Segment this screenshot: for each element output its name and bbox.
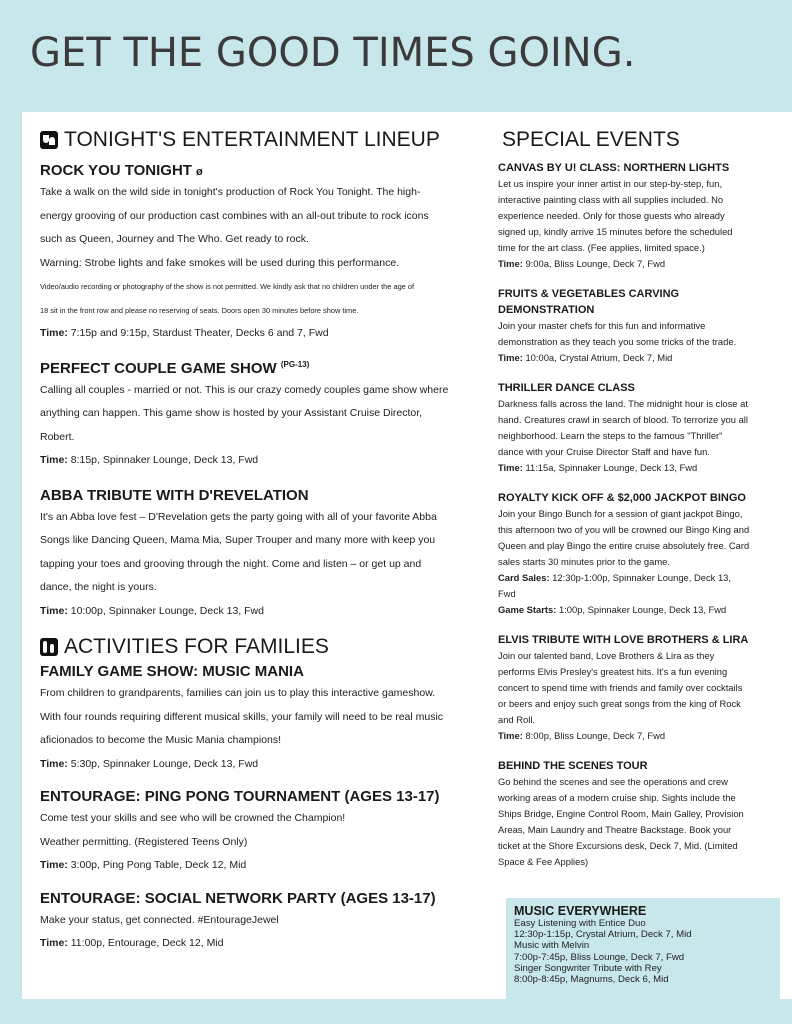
- event-warning: Warning: Strobe lights and fake smokes will be used during this performance.: [40, 256, 400, 269]
- event-desc-line: Calling all couples - married or not. This is our crazy comedy couples game show where: [40, 383, 449, 396]
- time-label: Time:: [40, 454, 68, 466]
- event-desc-line: concert to spend time with friends and family over cocktails: [498, 682, 743, 693]
- event-desc-line: Take a walk on the wild side in tonight's production of Rock You Tonight. The high-: [40, 186, 421, 198]
- event-title: ABBA TRIBUTE WITH D'REVELATION: [40, 486, 309, 504]
- music-heading: MUSIC EVERYWHERE: [514, 904, 647, 918]
- event-title: CANVAS BY U! CLASS: NORTHERN LIGHTS: [498, 162, 730, 174]
- event-desc-line: Ships Bridge, Engine Control Room, Main Galley, Provision: [498, 808, 744, 819]
- rating-badge: (PG-13): [280, 359, 310, 369]
- content-panel: [22, 112, 792, 999]
- music-line: 8:00p-8:45p, Magnums, Deck 6, Mid: [514, 974, 669, 986]
- event-desc-line: Join your master chefs for this fun and informative: [498, 320, 706, 331]
- page-banner: GET THE GOOD TIMES GOING.: [30, 30, 636, 76]
- event-jackpot-bingo: [498, 490, 784, 618]
- event-desc-line: working areas of a modern cruise ship. Sights include the: [498, 792, 736, 803]
- time-label: Time:: [40, 604, 68, 617]
- music-line: 7:00p-7:45p, Bliss Lounge, Deck 7, Fwd: [514, 951, 685, 963]
- event-fineprint: 18 sit in the front row and please no reserving of seats. Doors open 30 minutes before show time.: [40, 305, 359, 315]
- event-title: ELVIS TRIBUTE WITH LOVE BROTHERS & LIRA: [498, 634, 749, 646]
- event-desc-line: Join your Bingo Bunch for a session of giant jackpot Bingo,: [498, 508, 743, 519]
- card-sales-cont: Fwd: [498, 588, 516, 599]
- event-desc-line: dance with your Cruise Director Staff and have fun.: [498, 446, 710, 457]
- event-desc-line: this afternoon two of you will be crowned our Bingo King and: [498, 524, 750, 535]
- time-value: 11:15a, Spinnaker Lounge, Deck 13, Fwd: [525, 462, 698, 473]
- game-starts: [498, 602, 784, 618]
- event-desc-line: performs Elvis Presley's greatest hits. It's a fun evening: [498, 666, 728, 677]
- time-value: 9:00a, Bliss Lounge, Deck 7, Fwd: [525, 258, 666, 269]
- event-time: [498, 728, 784, 744]
- event-desc-line: or beers and enjoy such great songs from the king of Rock: [498, 698, 741, 709]
- event-music-mania: [40, 663, 480, 776]
- event-title: FRUITS & VEGETABLES CARVING: [498, 288, 680, 300]
- event-canvas-class: [498, 160, 784, 272]
- event-desc-line: Make your status, get connected. #EntourageJewel: [40, 913, 279, 926]
- time-value: 1:00p, Spinnaker Lounge, Deck 13, Fwd: [558, 604, 727, 615]
- time-value: 11:00p, Entourage, Deck 12, Mid: [70, 937, 224, 949]
- event-desc-line: Darkness falls across the land. The midnight hour is close at: [498, 398, 748, 409]
- time-label: Time:: [498, 258, 523, 269]
- event-desc-line: ticket at the Shore Excursions desk, Deck 7, Mid. (Limited: [498, 840, 738, 851]
- event-elvis-tribute: [498, 632, 784, 744]
- event-rock-you-tonight: [40, 162, 480, 346]
- event-behind-scenes: [498, 758, 784, 870]
- event-time: [498, 350, 784, 366]
- event-fineprint: Video/audio recording or photography of the show is not permitted. We kindly ask that no children under the age of: [40, 282, 415, 291]
- families-heading-text: ACTIVITIES FOR FAMILIES: [64, 635, 329, 658]
- special-events-heading: SPECIAL EVENTS: [502, 128, 680, 151]
- event-fruit-carving: [498, 286, 784, 366]
- event-desc-line: Space & Fee Applies): [498, 856, 589, 867]
- event-desc-line: Robert.: [40, 430, 75, 443]
- event-desc-line: neighborhood. Learn the steps to the famous "Thriller": [498, 430, 723, 441]
- event-desc-line: signed up, kindly arrive 15 minutes before the scheduled: [498, 226, 733, 237]
- event-thriller-dance: [498, 380, 784, 476]
- event-desc-line: Areas, Main Laundry and Theatre Backstage. Book your: [498, 824, 732, 835]
- event-title: FAMILY GAME SHOW: MUSIC MANIA: [40, 663, 304, 680]
- time-label: Time:: [40, 327, 68, 339]
- event-desc-line: Songs like Dancing Queen, Mama Mia, Super Trouper and many more with keep you: [40, 534, 436, 546]
- event-desc-line: interactive painting class with all supplies included. No: [498, 194, 724, 205]
- event-desc-line: Weather permitting. (Registered Teens Only): [40, 835, 248, 848]
- time-label: Time:: [40, 757, 68, 770]
- music-everywhere-box: [506, 898, 780, 1002]
- event-time: [40, 600, 480, 624]
- event-time: [498, 256, 784, 272]
- event-time: [40, 449, 480, 473]
- event-time: [40, 322, 480, 346]
- event-title: ENTOURAGE: SOCIAL NETWORK PARTY (AGES 13-17): [40, 889, 436, 907]
- event-desc-line: dance, the night is yours.: [40, 581, 157, 593]
- event-title: THRILLER DANCE CLASS: [498, 382, 635, 394]
- event-social-network: [40, 890, 480, 956]
- time-label: Time:: [40, 859, 68, 871]
- event-abba-tribute: [40, 487, 480, 624]
- music-line: Singer Songwriter Tribute with Rey: [514, 962, 662, 974]
- event-desc-line: Come test your skills and see who will be crowned the Champion!: [40, 812, 346, 824]
- time-value: 8:15p, Spinnaker Lounge, Deck 13, Fwd: [70, 454, 259, 466]
- event-desc-line: It's an Abba love fest – D'Revelation gets the party going with all of your favorite Abba: [40, 510, 437, 523]
- event-perfect-couple: [40, 360, 480, 473]
- family-icon: [40, 638, 58, 656]
- time-value: 5:30p, Spinnaker Lounge, Deck 13, Fwd: [70, 757, 259, 770]
- time-label: Card Sales:: [498, 572, 550, 583]
- time-value: 8:00p, Bliss Lounge, Deck 7, Fwd: [525, 730, 666, 741]
- time-value: 10:00p, Spinnaker Lounge, Deck 13, Fwd: [70, 604, 264, 617]
- left-column: [40, 128, 480, 956]
- event-desc-line: aficionados to become the Music Mania champions!: [40, 734, 282, 746]
- event-title-text: ROCK YOU TONIGHT: [40, 162, 192, 179]
- event-desc-line: sales starts 30 minutes prior to the game.: [498, 556, 670, 567]
- event-time: [40, 932, 480, 956]
- event-title: [40, 162, 480, 179]
- no-symbol: ø: [195, 166, 203, 178]
- event-desc-line: Queen and play Bingo the entire cruise absolutely free. Card: [498, 540, 750, 551]
- event-desc-line: From children to grandparents, families can join us to play this interactive gameshow.: [40, 687, 436, 699]
- event-time: [40, 854, 480, 878]
- lineup-heading: [40, 128, 480, 152]
- event-desc-line: hand. Creatures crawl in search of blood. To terrorize you all: [498, 414, 748, 425]
- music-line: 12:30p-1:15p, Crystal Atrium, Deck 7, Mid: [514, 929, 692, 941]
- time-label: Time:: [498, 352, 523, 363]
- event-desc-line: Let us inspire your inner artist in our step-by-step, fun,: [498, 178, 723, 189]
- event-title-text: PERFECT COUPLE GAME SHOW: [40, 359, 277, 377]
- event-title: ROYALTY KICK OFF & $2,000 JACKPOT BINGO: [498, 492, 746, 504]
- event-desc-line: and Roll.: [498, 714, 536, 725]
- lineup-heading-text: TONIGHT'S ENTERTAINMENT LINEUP: [64, 128, 440, 151]
- event-desc-line: demonstration as they teach you some tricks of the trade.: [498, 336, 737, 347]
- event-desc-line: such as Queen, Journey and The Who. Get ready to rock.: [40, 233, 309, 245]
- event-title: [40, 360, 480, 377]
- event-desc-line: With four rounds requiring different musical skills, your family will need to be real music: [40, 710, 444, 723]
- event-desc-line: energy grooving of our production cast combines with an all-out tribute to rock icons: [40, 209, 429, 222]
- event-desc-line: anything can happen. This game show is hosted by your Assistant Cruise Director,: [40, 407, 423, 419]
- event-desc-line: tapping your toes and grooving through the night. Come and listen – or get up and: [40, 557, 422, 570]
- music-line: Music with Melvin: [514, 940, 590, 952]
- time-value: 12:30p-1:00p, Spinnaker Lounge, Deck 13,: [552, 572, 731, 583]
- event-desc-line: Join our talented band, Love Brothers & Lira as they: [498, 650, 715, 661]
- event-title: BEHIND THE SCENES TOUR: [498, 760, 648, 772]
- theater-masks-icon: [40, 131, 58, 149]
- time-label: Game Starts:: [498, 604, 557, 615]
- event-desc-line: experience needed. Only for those guests who already: [498, 210, 725, 221]
- event-time: [40, 753, 480, 777]
- time-value: 7:15p and 9:15p, Stardust Theater, Decks 6 and 7, Fwd: [70, 327, 329, 339]
- event-desc-line: time for the art class. (Fee applies, limited space.): [498, 242, 705, 253]
- time-label: Time:: [498, 462, 523, 473]
- event-desc-line: Go behind the scenes and see the operations and crew: [498, 776, 728, 787]
- time-label: Time:: [498, 730, 523, 741]
- event-time: [498, 460, 784, 476]
- right-column: [498, 128, 784, 870]
- card-sales: [498, 570, 784, 586]
- time-label: Time:: [40, 937, 68, 949]
- music-line: Easy Listening with Entice Duo: [514, 918, 646, 929]
- time-value: 3:00p, Ping Pong Table, Deck 12, Mid: [70, 859, 247, 871]
- event-title-line2: DEMONSTRATION: [498, 304, 595, 316]
- time-value: 10:00a, Crystal Atrium, Deck 7, Mid: [525, 352, 673, 363]
- event-ping-pong: [40, 788, 480, 878]
- event-title: ENTOURAGE: PING PONG TOURNAMENT (AGES 13-17): [40, 788, 440, 805]
- families-heading: [40, 635, 480, 659]
